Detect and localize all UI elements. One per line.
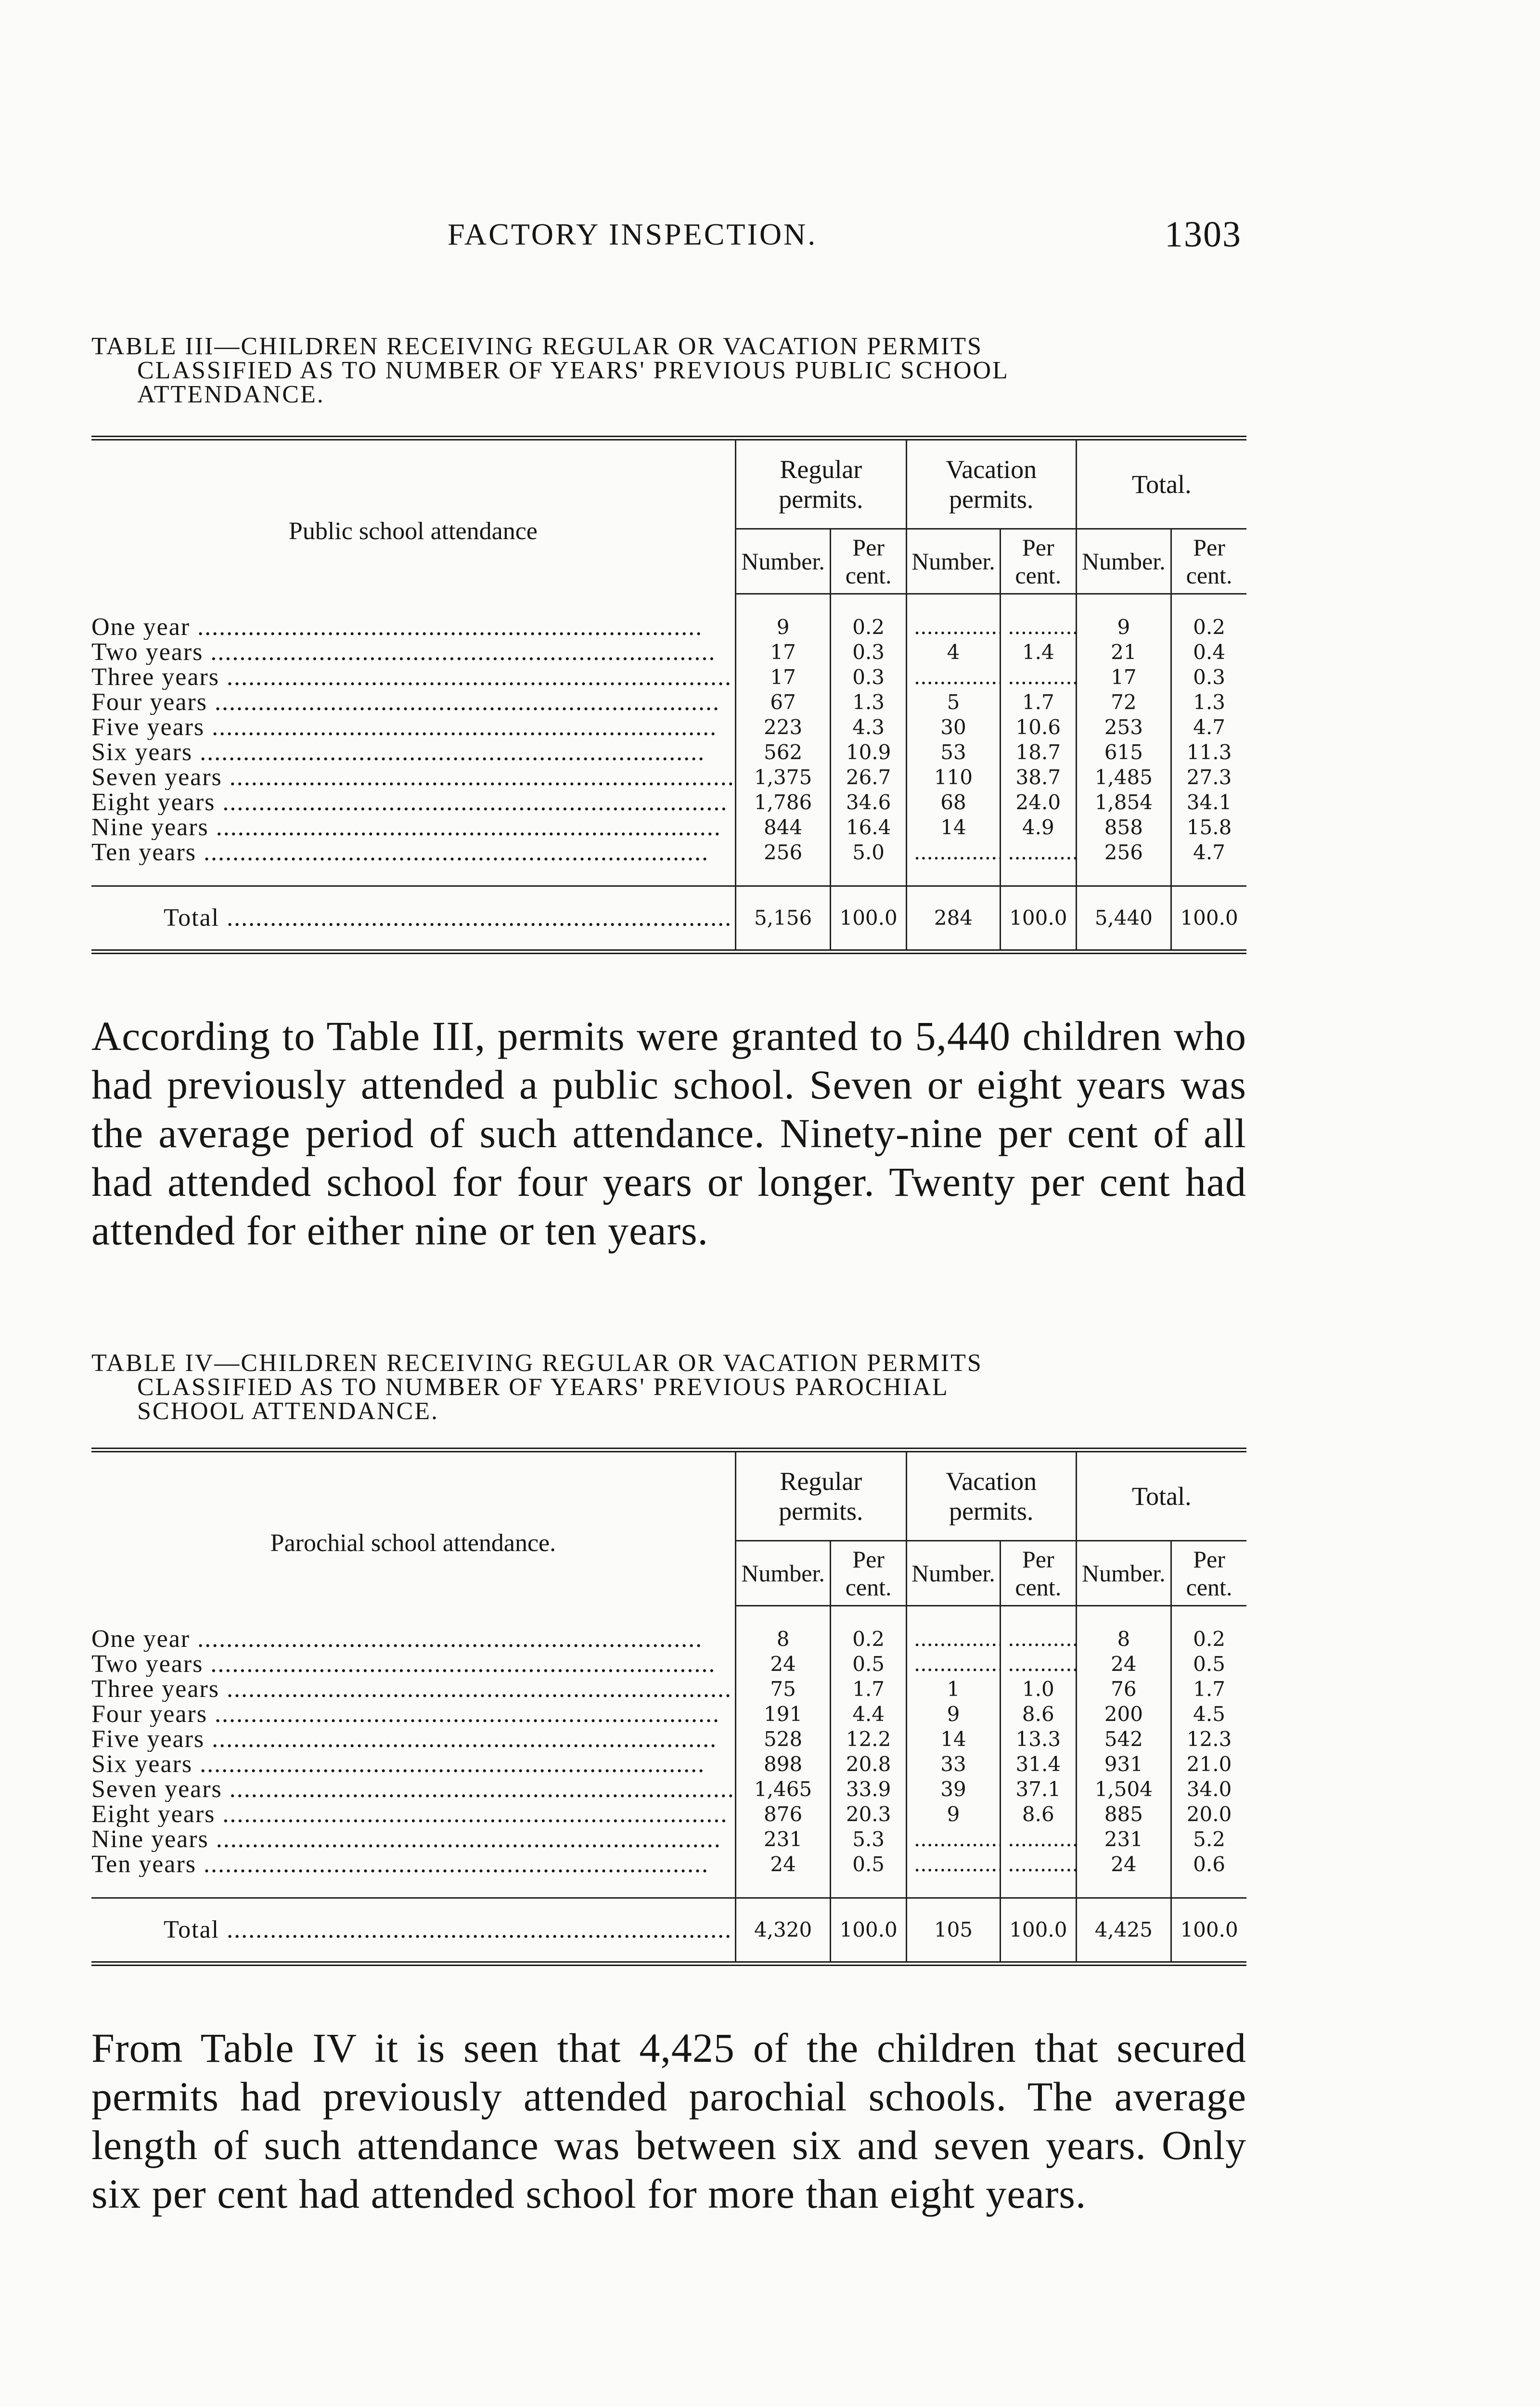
data-cell: 1 (906, 1677, 1000, 1702)
data-cell: 4.3 (831, 715, 906, 740)
table4 (91, 1448, 1246, 1966)
data-cell: 100.0 (1171, 886, 1246, 952)
data-cell: 4.5 (1171, 1702, 1246, 1727)
data-cell: 38.7 (1001, 765, 1076, 790)
book-page (91, 207, 1246, 2218)
data-cell: 8.6 (1001, 1702, 1076, 1727)
data-cell: 37.1 (1001, 1777, 1076, 1802)
caption-line: CLASSIFIED AS TO NUMBER OF YEARS' PREVIOUS PUBLIC SCHOOL (137, 357, 1009, 384)
data-cell: 30 (906, 715, 1000, 740)
data-cell: 10.6 (1001, 715, 1076, 740)
row-label: Five years ..... (91, 715, 735, 740)
data-cell: 200 (1076, 1702, 1171, 1727)
row-label: Ten years ..... (91, 1852, 735, 1877)
data-cell: 885 (1076, 1802, 1171, 1827)
subheader: Number. (735, 529, 831, 594)
data-cell: 4.7 (1171, 715, 1246, 740)
data-cell: 1,485 (1076, 765, 1171, 790)
data-cell: 0.2 (1171, 1627, 1246, 1652)
data-cell: 24 (1076, 1652, 1171, 1677)
data-cell: 253 (1076, 715, 1171, 740)
data-cell (906, 840, 1000, 865)
table-row (91, 690, 1246, 715)
data-cell: 24 (735, 1652, 831, 1677)
paragraph-table4-summary: From Table IV it is seen that 4,425 of the children that secured permits had previously attended parochial schools. The average length of such attendance was between six and seven years. Only six per cent had attended school for more than eight years. (91, 2025, 1246, 2217)
data-cell: 24.0 (1001, 790, 1076, 815)
data-cell: 1.3 (1171, 690, 1246, 715)
caption-line: SCHOOL ATTENDANCE. (137, 1398, 439, 1425)
table-row (91, 1827, 1246, 1852)
data-cell: 17 (735, 640, 831, 665)
row-label: Three years ..... (91, 1677, 735, 1702)
data-cell: 858 (1076, 815, 1171, 840)
data-cell: 20.8 (831, 1752, 906, 1777)
data-cell: 1.0 (1001, 1677, 1076, 1702)
row-label: Eight years ..... (91, 1802, 735, 1827)
table-row (91, 715, 1246, 740)
data-cell (906, 665, 1000, 690)
data-cell: 67 (735, 690, 831, 715)
data-cell: 17 (1076, 665, 1171, 690)
group-header-vacation: Vacation permits. (906, 1450, 1076, 1541)
data-cell: 17 (735, 665, 831, 690)
row-label: One year ..... (91, 1627, 735, 1652)
data-cell (1001, 615, 1076, 640)
data-cell: 100.0 (831, 886, 906, 952)
data-cell: 26.7 (831, 765, 906, 790)
row-label: Two years ..... (91, 640, 735, 665)
data-cell: 68 (906, 790, 1000, 815)
group-header-regular: Regular permits. (735, 1450, 906, 1541)
data-cell: 1,465 (735, 1777, 831, 1802)
caption-line: TABLE III—CHILDREN RECEIVING REGULAR OR VACATION PERMITS (91, 333, 983, 360)
data-cell: 1.4 (1001, 640, 1076, 665)
data-cell: 898 (735, 1752, 831, 1777)
data-cell: 0.6 (1171, 1852, 1246, 1877)
group-header-total: Total. (1076, 438, 1246, 529)
data-cell: 110 (906, 765, 1000, 790)
table-row (91, 615, 1246, 640)
subheader: Per cent. (1171, 529, 1246, 594)
row-label: Seven years ..... (91, 765, 735, 790)
data-cell: 16.4 (831, 815, 906, 840)
data-cell: 876 (735, 1802, 831, 1827)
data-cell: 1,854 (1076, 790, 1171, 815)
row-label: Four years ..... (91, 1702, 735, 1727)
data-cell: 0.4 (1171, 640, 1246, 665)
data-cell: 615 (1076, 740, 1171, 765)
table-row (91, 1777, 1246, 1802)
data-cell: 72 (1076, 690, 1171, 715)
data-cell: 256 (735, 840, 831, 865)
data-cell: 12.2 (831, 1727, 906, 1752)
table-row (91, 840, 1246, 865)
data-cell: 14 (906, 1727, 1000, 1752)
data-cell: 4,425 (1076, 1898, 1171, 1964)
data-cell: 11.3 (1171, 740, 1246, 765)
subheader: Number. (1076, 1541, 1171, 1606)
data-cell: 5,156 (735, 886, 831, 952)
data-cell: 100.0 (1171, 1898, 1246, 1964)
data-cell (1001, 840, 1076, 865)
data-cell: 5.3 (831, 1827, 906, 1852)
subheader: Per cent. (831, 529, 906, 594)
data-cell: 284 (906, 886, 1000, 952)
running-head (91, 207, 1246, 255)
data-cell: 231 (1076, 1827, 1171, 1852)
data-cell: 21 (1076, 640, 1171, 665)
row-label: Total ..... (91, 1898, 735, 1964)
row-header: Parochial school attendance. (270, 1529, 556, 1557)
data-cell: 27.3 (1171, 765, 1246, 790)
data-cell: 0.5 (831, 1652, 906, 1677)
data-cell (1001, 1652, 1076, 1677)
subheader: Number. (906, 1541, 1000, 1606)
data-cell: 10.9 (831, 740, 906, 765)
data-cell: 4.9 (1001, 815, 1076, 840)
table-row (91, 790, 1246, 815)
data-cell (1001, 1627, 1076, 1652)
data-cell: 100.0 (1001, 1898, 1076, 1964)
row-label: Five years ..... (91, 1727, 735, 1752)
data-cell: 0.2 (831, 1627, 906, 1652)
data-cell: 4.4 (831, 1702, 906, 1727)
row-label: Two years ..... (91, 1652, 735, 1677)
data-cell: 105 (906, 1898, 1000, 1964)
data-cell: 1,375 (735, 765, 831, 790)
data-cell: 34.1 (1171, 790, 1246, 815)
data-cell: 9 (735, 615, 831, 640)
data-cell: 39 (906, 1777, 1000, 1802)
table-row (91, 1852, 1246, 1877)
data-cell: 34.0 (1171, 1777, 1246, 1802)
table-row (91, 765, 1246, 790)
data-cell: 562 (735, 740, 831, 765)
row-label: Ten years ..... (91, 840, 735, 865)
data-cell: 0.3 (831, 665, 906, 690)
data-cell: 4 (906, 640, 1000, 665)
data-cell: 0.2 (831, 615, 906, 640)
data-cell: 1,786 (735, 790, 831, 815)
row-label: Six years ..... (91, 740, 735, 765)
data-cell: 5,440 (1076, 886, 1171, 952)
data-cell: 76 (1076, 1677, 1171, 1702)
data-cell: 0.3 (1171, 665, 1246, 690)
data-cell: 18.7 (1001, 740, 1076, 765)
data-cell: 542 (1076, 1727, 1171, 1752)
table-row (91, 1652, 1246, 1677)
data-cell: 8 (735, 1627, 831, 1652)
total-row (91, 886, 1246, 952)
page-number: 1303 (1165, 214, 1242, 255)
row-label: Six years ..... (91, 1752, 735, 1777)
data-cell (906, 1652, 1000, 1677)
data-cell: 9 (906, 1802, 1000, 1827)
data-cell: 5.2 (1171, 1827, 1246, 1852)
table-row (91, 1752, 1246, 1777)
data-cell: 1,504 (1076, 1777, 1171, 1802)
data-cell (906, 1627, 1000, 1652)
caption-line: TABLE IV—CHILDREN RECEIVING REGULAR OR VACATION PERMITS (91, 1349, 983, 1377)
data-cell: 4.7 (1171, 840, 1246, 865)
row-label: Three years ..... (91, 665, 735, 690)
table-row (91, 740, 1246, 765)
row-label: Total ..... (91, 886, 735, 952)
data-cell: 223 (735, 715, 831, 740)
data-cell: 0.5 (831, 1852, 906, 1877)
data-cell: 20.3 (831, 1802, 906, 1827)
subheader: Number. (906, 529, 1000, 594)
total-row (91, 1898, 1246, 1964)
data-cell: 5 (906, 690, 1000, 715)
data-cell: 8 (1076, 1627, 1171, 1652)
subheader: Per cent. (831, 1541, 906, 1606)
data-cell: 24 (1076, 1852, 1171, 1877)
data-cell (1001, 1852, 1076, 1877)
data-cell: 4,320 (735, 1898, 831, 1964)
subheader: Number. (735, 1541, 831, 1606)
data-cell: 15.8 (1171, 815, 1246, 840)
data-cell: 9 (906, 1702, 1000, 1727)
data-cell: 100.0 (831, 1898, 906, 1964)
data-cell: 931 (1076, 1752, 1171, 1777)
data-cell: 256 (1076, 840, 1171, 865)
data-cell: 191 (735, 1702, 831, 1727)
subheader: Number. (1076, 529, 1171, 594)
paragraph-table3-summary: According to Table III, permits were granted to 5,440 children who had previously attended a public school. Seven or eight years was the average period of such attendance. Ninety-nine per cent of all had attended school for four years or longer. Twenty per cent had attended for either nine or ten years. (91, 1013, 1246, 1254)
table-row (91, 1677, 1246, 1702)
table3-caption (91, 335, 1246, 407)
row-label: Nine years ..... (91, 1827, 735, 1852)
group-header-total: Total. (1076, 1450, 1246, 1541)
data-cell: 9 (1076, 615, 1171, 640)
subheader: Per cent. (1001, 529, 1076, 594)
data-cell (906, 615, 1000, 640)
data-cell: 0.5 (1171, 1652, 1246, 1677)
data-cell: 31.4 (1001, 1752, 1076, 1777)
subheader: Per cent. (1001, 1541, 1076, 1606)
data-cell: 12.3 (1171, 1727, 1246, 1752)
row-header: Public school attendance (288, 518, 538, 545)
data-cell: 1.7 (1171, 1677, 1246, 1702)
table-row (91, 1727, 1246, 1752)
caption-line: ATTENDANCE. (137, 381, 325, 408)
running-title: FACTORY INSPECTION. (448, 217, 818, 251)
data-cell: 231 (735, 1827, 831, 1852)
data-cell: 21.0 (1171, 1752, 1246, 1777)
data-cell: 528 (735, 1727, 831, 1752)
data-cell: 1.7 (1001, 690, 1076, 715)
group-header-regular: Regular permits. (735, 438, 906, 529)
row-label: One year ..... (91, 615, 735, 640)
data-cell (906, 1827, 1000, 1852)
row-label: Nine years ..... (91, 815, 735, 840)
row-label: Eight years ..... (91, 790, 735, 815)
data-cell: 14 (906, 815, 1000, 840)
data-cell: 0.3 (831, 640, 906, 665)
data-cell (906, 1852, 1000, 1877)
data-cell: 5.0 (831, 840, 906, 865)
data-cell (1001, 665, 1076, 690)
table-row (91, 1702, 1246, 1727)
table-row (91, 815, 1246, 840)
data-cell (1001, 1827, 1076, 1852)
data-cell: 20.0 (1171, 1802, 1246, 1827)
data-cell: 0.2 (1171, 615, 1246, 640)
data-cell: 13.3 (1001, 1727, 1076, 1752)
row-label: Seven years ..... (91, 1777, 735, 1802)
data-cell: 24 (735, 1852, 831, 1877)
data-cell: 33.9 (831, 1777, 906, 1802)
data-cell: 8.6 (1001, 1802, 1076, 1827)
row-label: Four years ..... (91, 690, 735, 715)
table4-caption (91, 1351, 1246, 1423)
table-row (91, 1627, 1246, 1652)
group-header-vacation: Vacation permits. (906, 438, 1076, 529)
data-cell: 1.3 (831, 690, 906, 715)
table-row (91, 665, 1246, 690)
caption-line: CLASSIFIED AS TO NUMBER OF YEARS' PREVIOUS PAROCHIAL (137, 1373, 949, 1401)
data-cell: 33 (906, 1752, 1000, 1777)
subheader: Per cent. (1171, 1541, 1246, 1606)
table-row (91, 1802, 1246, 1827)
table-row (91, 640, 1246, 665)
data-cell: 100.0 (1001, 886, 1076, 952)
table3 (91, 436, 1246, 954)
data-cell: 75 (735, 1677, 831, 1702)
data-cell: 844 (735, 815, 831, 840)
data-cell: 53 (906, 740, 1000, 765)
data-cell: 34.6 (831, 790, 906, 815)
data-cell: 1.7 (831, 1677, 906, 1702)
